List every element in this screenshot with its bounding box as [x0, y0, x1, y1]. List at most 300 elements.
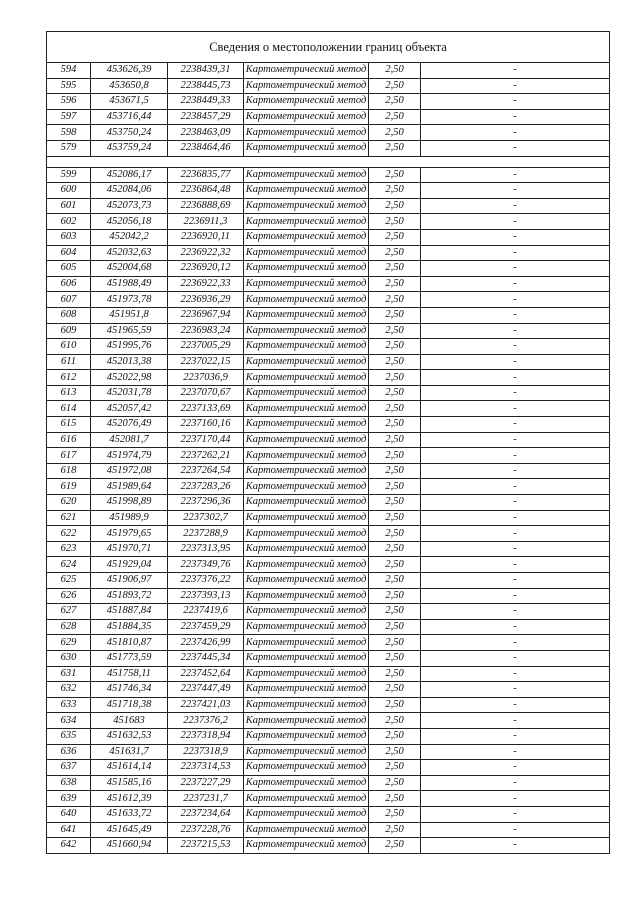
method-cell: Картометрический метод	[244, 682, 369, 698]
y-coordinate-cell: 2237005,29	[168, 339, 244, 355]
accuracy-cell: 2,50	[369, 526, 421, 542]
note-cell: -	[421, 713, 610, 729]
point-number-cell: 638	[47, 775, 91, 791]
table-row	[47, 744, 610, 760]
method-cell: Картометрический метод	[244, 619, 369, 635]
x-coordinate-cell: 451989,64	[91, 479, 168, 495]
table-row	[47, 541, 610, 557]
method-cell: Картометрический метод	[244, 198, 369, 214]
note-cell: -	[421, 510, 610, 526]
point-number-cell: 614	[47, 401, 91, 417]
table-row	[47, 401, 610, 417]
accuracy-cell: 2,50	[369, 635, 421, 651]
point-number-cell: 609	[47, 323, 91, 339]
accuracy-cell: 2,50	[369, 650, 421, 666]
x-coordinate-cell: 451995,76	[91, 339, 168, 355]
point-number-cell: 579	[47, 140, 91, 156]
x-coordinate-cell: 452057,42	[91, 401, 168, 417]
y-coordinate-cell: 2236888,69	[168, 198, 244, 214]
point-number-cell: 623	[47, 541, 91, 557]
point-number-cell: 604	[47, 245, 91, 261]
accuracy-cell: 2,50	[369, 713, 421, 729]
accuracy-cell: 2,50	[369, 822, 421, 838]
y-coordinate-cell: 2238463,09	[168, 125, 244, 141]
table-row	[47, 354, 610, 370]
accuracy-cell: 2,50	[369, 791, 421, 807]
method-cell: Картометрический метод	[244, 463, 369, 479]
method-cell: Картометрический метод	[244, 140, 369, 156]
note-cell: -	[421, 760, 610, 776]
y-coordinate-cell: 2237160,16	[168, 417, 244, 433]
x-coordinate-cell: 451972,08	[91, 463, 168, 479]
x-coordinate-cell: 451718,38	[91, 697, 168, 713]
accuracy-cell: 2,50	[369, 323, 421, 339]
method-cell: Картометрический метод	[244, 666, 369, 682]
x-coordinate-cell: 453671,5	[91, 94, 168, 110]
accuracy-cell: 2,50	[369, 760, 421, 776]
point-number-cell: 596	[47, 94, 91, 110]
x-coordinate-cell: 451645,49	[91, 822, 168, 838]
group-separator-cell	[47, 156, 610, 167]
note-cell: -	[421, 604, 610, 620]
point-number-cell: 624	[47, 557, 91, 573]
y-coordinate-cell: 2238457,29	[168, 109, 244, 125]
x-coordinate-cell: 451887,84	[91, 604, 168, 620]
point-number-cell: 639	[47, 791, 91, 807]
y-coordinate-cell: 2237445,34	[168, 650, 244, 666]
note-cell: -	[421, 354, 610, 370]
y-coordinate-cell: 2237296,36	[168, 495, 244, 511]
x-coordinate-cell: 452073,73	[91, 198, 168, 214]
table-row	[47, 448, 610, 464]
y-coordinate-cell: 2237227,29	[168, 775, 244, 791]
table-title-row	[47, 32, 610, 63]
table-row	[47, 276, 610, 292]
note-cell: -	[421, 822, 610, 838]
table-row	[47, 573, 610, 589]
note-cell: -	[421, 666, 610, 682]
accuracy-cell: 2,50	[369, 604, 421, 620]
point-number-cell: 629	[47, 635, 91, 651]
method-cell: Картометрический метод	[244, 354, 369, 370]
y-coordinate-cell: 2236983,24	[168, 323, 244, 339]
point-number-cell: 640	[47, 806, 91, 822]
table-row	[47, 125, 610, 141]
accuracy-cell: 2,50	[369, 78, 421, 94]
x-coordinate-cell: 451683	[91, 713, 168, 729]
accuracy-cell: 2,50	[369, 619, 421, 635]
accuracy-cell: 2,50	[369, 292, 421, 308]
x-coordinate-cell: 451979,65	[91, 526, 168, 542]
note-cell: -	[421, 744, 610, 760]
accuracy-cell: 2,50	[369, 354, 421, 370]
method-cell: Картометрический метод	[244, 339, 369, 355]
note-cell: -	[421, 276, 610, 292]
note-cell: -	[421, 588, 610, 604]
accuracy-cell: 2,50	[369, 806, 421, 822]
accuracy-cell: 2,50	[369, 94, 421, 110]
point-number-cell: 622	[47, 526, 91, 542]
method-cell: Картометрический метод	[244, 183, 369, 199]
method-cell: Картометрический метод	[244, 63, 369, 79]
method-cell: Картометрический метод	[244, 78, 369, 94]
x-coordinate-cell: 451810,87	[91, 635, 168, 651]
point-number-cell: 626	[47, 588, 91, 604]
method-cell: Картометрический метод	[244, 697, 369, 713]
method-cell: Картометрический метод	[244, 94, 369, 110]
x-coordinate-cell: 452042,2	[91, 229, 168, 245]
y-coordinate-cell: 2237022,15	[168, 354, 244, 370]
table-row	[47, 838, 610, 854]
y-coordinate-cell: 2237133,69	[168, 401, 244, 417]
point-number-cell: 602	[47, 214, 91, 230]
note-cell: -	[421, 245, 610, 261]
method-cell: Картометрический метод	[244, 760, 369, 776]
table-row	[47, 697, 610, 713]
table-row	[47, 63, 610, 79]
y-coordinate-cell: 2237283,26	[168, 479, 244, 495]
table-row	[47, 370, 610, 386]
x-coordinate-cell: 451929,04	[91, 557, 168, 573]
y-coordinate-cell: 2237318,9	[168, 744, 244, 760]
accuracy-cell: 2,50	[369, 479, 421, 495]
table-row	[47, 682, 610, 698]
y-coordinate-cell: 2237070,67	[168, 385, 244, 401]
accuracy-cell: 2,50	[369, 417, 421, 433]
note-cell: -	[421, 541, 610, 557]
y-coordinate-cell: 2237349,76	[168, 557, 244, 573]
accuracy-cell: 2,50	[369, 261, 421, 277]
point-number-cell: 633	[47, 697, 91, 713]
y-coordinate-cell: 2237231,7	[168, 791, 244, 807]
note-cell: -	[421, 682, 610, 698]
accuracy-cell: 2,50	[369, 573, 421, 589]
method-cell: Картометрический метод	[244, 635, 369, 651]
method-cell: Картометрический метод	[244, 292, 369, 308]
x-coordinate-cell: 452032,63	[91, 245, 168, 261]
y-coordinate-cell: 2238445,73	[168, 78, 244, 94]
accuracy-cell: 2,50	[369, 463, 421, 479]
y-coordinate-cell: 2236967,94	[168, 307, 244, 323]
y-coordinate-cell: 2236864,48	[168, 183, 244, 199]
y-coordinate-cell: 2237447,49	[168, 682, 244, 698]
point-number-cell: 599	[47, 167, 91, 183]
method-cell: Картометрический метод	[244, 791, 369, 807]
method-cell: Картометрический метод	[244, 214, 369, 230]
x-coordinate-cell: 451973,78	[91, 292, 168, 308]
method-cell: Картометрический метод	[244, 323, 369, 339]
x-coordinate-cell: 451585,16	[91, 775, 168, 791]
point-number-cell: 610	[47, 339, 91, 355]
method-cell: Картометрический метод	[244, 245, 369, 261]
table-row	[47, 760, 610, 776]
method-cell: Картометрический метод	[244, 307, 369, 323]
y-coordinate-cell: 2237262,21	[168, 448, 244, 464]
table-row	[47, 619, 610, 635]
y-coordinate-cell: 2237264,54	[168, 463, 244, 479]
y-coordinate-cell: 2237288,9	[168, 526, 244, 542]
x-coordinate-cell: 451746,34	[91, 682, 168, 698]
note-cell: -	[421, 697, 610, 713]
method-cell: Картометрический метод	[244, 109, 369, 125]
accuracy-cell: 2,50	[369, 109, 421, 125]
x-coordinate-cell: 451660,94	[91, 838, 168, 854]
x-coordinate-cell: 451998,89	[91, 495, 168, 511]
x-coordinate-cell: 451989,9	[91, 510, 168, 526]
point-number-cell: 606	[47, 276, 91, 292]
method-cell: Картометрический метод	[244, 541, 369, 557]
accuracy-cell: 2,50	[369, 557, 421, 573]
note-cell: -	[421, 229, 610, 245]
x-coordinate-cell: 451631,7	[91, 744, 168, 760]
table-row	[47, 307, 610, 323]
table-row	[47, 432, 610, 448]
table-row	[47, 822, 610, 838]
note-cell: -	[421, 573, 610, 589]
point-number-cell: 627	[47, 604, 91, 620]
accuracy-cell: 2,50	[369, 183, 421, 199]
x-coordinate-cell: 452056,18	[91, 214, 168, 230]
y-coordinate-cell: 2237314,53	[168, 760, 244, 776]
point-number-cell: 634	[47, 713, 91, 729]
method-cell: Картометрический метод	[244, 276, 369, 292]
table-row	[47, 713, 610, 729]
accuracy-cell: 2,50	[369, 198, 421, 214]
y-coordinate-cell: 2238449,33	[168, 94, 244, 110]
x-coordinate-cell: 453759,24	[91, 140, 168, 156]
y-coordinate-cell: 2236922,33	[168, 276, 244, 292]
method-cell: Картометрический метод	[244, 775, 369, 791]
method-cell: Картометрический метод	[244, 806, 369, 822]
accuracy-cell: 2,50	[369, 775, 421, 791]
table-row	[47, 183, 610, 199]
method-cell: Картометрический метод	[244, 479, 369, 495]
table-row	[47, 245, 610, 261]
note-cell: -	[421, 401, 610, 417]
note-cell: -	[421, 183, 610, 199]
x-coordinate-cell: 451633,72	[91, 806, 168, 822]
note-cell: -	[421, 125, 610, 141]
accuracy-cell: 2,50	[369, 140, 421, 156]
point-number-cell: 607	[47, 292, 91, 308]
accuracy-cell: 2,50	[369, 666, 421, 682]
accuracy-cell: 2,50	[369, 276, 421, 292]
point-number-cell: 619	[47, 479, 91, 495]
table-row	[47, 417, 610, 433]
table-row	[47, 635, 610, 651]
y-coordinate-cell: 2237228,76	[168, 822, 244, 838]
point-number-cell: 605	[47, 261, 91, 277]
x-coordinate-cell: 452081,7	[91, 432, 168, 448]
note-cell: -	[421, 448, 610, 464]
y-coordinate-cell: 2237452,64	[168, 666, 244, 682]
table-row	[47, 463, 610, 479]
x-coordinate-cell: 453716,44	[91, 109, 168, 125]
accuracy-cell: 2,50	[369, 744, 421, 760]
accuracy-cell: 2,50	[369, 229, 421, 245]
point-number-cell: 615	[47, 417, 91, 433]
x-coordinate-cell: 452013,38	[91, 354, 168, 370]
y-coordinate-cell: 2237302,7	[168, 510, 244, 526]
group-separator-row	[47, 156, 610, 167]
method-cell: Картометрический метод	[244, 495, 369, 511]
x-coordinate-cell: 452086,17	[91, 167, 168, 183]
table-row	[47, 198, 610, 214]
accuracy-cell: 2,50	[369, 432, 421, 448]
method-cell: Картометрический метод	[244, 385, 369, 401]
y-coordinate-cell: 2237234,64	[168, 806, 244, 822]
y-coordinate-cell: 2237426,99	[168, 635, 244, 651]
accuracy-cell: 2,50	[369, 245, 421, 261]
y-coordinate-cell: 2236911,3	[168, 214, 244, 230]
x-coordinate-cell: 452004,68	[91, 261, 168, 277]
point-number-cell: 617	[47, 448, 91, 464]
accuracy-cell: 2,50	[369, 510, 421, 526]
table-row	[47, 604, 610, 620]
accuracy-cell: 2,50	[369, 697, 421, 713]
accuracy-cell: 2,50	[369, 838, 421, 854]
point-number-cell: 632	[47, 682, 91, 698]
method-cell: Картометрический метод	[244, 588, 369, 604]
x-coordinate-cell: 452076,49	[91, 417, 168, 433]
y-coordinate-cell: 2237421,03	[168, 697, 244, 713]
method-cell: Картометрический метод	[244, 728, 369, 744]
note-cell: -	[421, 728, 610, 744]
table-row	[47, 775, 610, 791]
point-number-cell: 628	[47, 619, 91, 635]
x-coordinate-cell: 451773,59	[91, 650, 168, 666]
point-number-cell: 611	[47, 354, 91, 370]
y-coordinate-cell: 2236922,32	[168, 245, 244, 261]
table-row	[47, 140, 610, 156]
y-coordinate-cell: 2236920,12	[168, 261, 244, 277]
point-number-cell: 620	[47, 495, 91, 511]
table-row	[47, 109, 610, 125]
note-cell: -	[421, 619, 610, 635]
note-cell: -	[421, 261, 610, 277]
accuracy-cell: 2,50	[369, 167, 421, 183]
method-cell: Картометрический метод	[244, 417, 369, 433]
y-coordinate-cell: 2237318,94	[168, 728, 244, 744]
method-cell: Картометрический метод	[244, 604, 369, 620]
method-cell: Картометрический метод	[244, 370, 369, 386]
note-cell: -	[421, 650, 610, 666]
table-row	[47, 806, 610, 822]
method-cell: Картометрический метод	[244, 573, 369, 589]
y-coordinate-cell: 2237419,6	[168, 604, 244, 620]
x-coordinate-cell: 452084,06	[91, 183, 168, 199]
accuracy-cell: 2,50	[369, 682, 421, 698]
method-cell: Картометрический метод	[244, 713, 369, 729]
point-number-cell: 616	[47, 432, 91, 448]
note-cell: -	[421, 140, 610, 156]
x-coordinate-cell: 451884,35	[91, 619, 168, 635]
note-cell: -	[421, 198, 610, 214]
method-cell: Картометрический метод	[244, 167, 369, 183]
accuracy-cell: 2,50	[369, 63, 421, 79]
table-row	[47, 728, 610, 744]
point-number-cell: 635	[47, 728, 91, 744]
x-coordinate-cell: 452022,98	[91, 370, 168, 386]
table-row	[47, 261, 610, 277]
note-cell: -	[421, 292, 610, 308]
method-cell: Картометрический метод	[244, 744, 369, 760]
y-coordinate-cell: 2238439,31	[168, 63, 244, 79]
y-coordinate-cell: 2237215,53	[168, 838, 244, 854]
table-row	[47, 229, 610, 245]
point-number-cell: 600	[47, 183, 91, 199]
x-coordinate-cell: 451988,49	[91, 276, 168, 292]
table-row	[47, 650, 610, 666]
method-cell: Картометрический метод	[244, 229, 369, 245]
x-coordinate-cell: 453626,39	[91, 63, 168, 79]
table-row	[47, 510, 610, 526]
note-cell: -	[421, 557, 610, 573]
x-coordinate-cell: 451970,71	[91, 541, 168, 557]
table-row	[47, 339, 610, 355]
note-cell: -	[421, 307, 610, 323]
accuracy-cell: 2,50	[369, 728, 421, 744]
note-cell: -	[421, 432, 610, 448]
accuracy-cell: 2,50	[369, 125, 421, 141]
accuracy-cell: 2,50	[369, 370, 421, 386]
point-number-cell: 641	[47, 822, 91, 838]
accuracy-cell: 2,50	[369, 588, 421, 604]
note-cell: -	[421, 370, 610, 386]
table-row	[47, 292, 610, 308]
note-cell: -	[421, 339, 610, 355]
point-number-cell: 637	[47, 760, 91, 776]
point-number-cell: 612	[47, 370, 91, 386]
note-cell: -	[421, 109, 610, 125]
x-coordinate-cell: 451906,97	[91, 573, 168, 589]
y-coordinate-cell: 2237393,13	[168, 588, 244, 604]
accuracy-cell: 2,50	[369, 339, 421, 355]
x-coordinate-cell: 451612,39	[91, 791, 168, 807]
table-row	[47, 214, 610, 230]
x-coordinate-cell: 452031,78	[91, 385, 168, 401]
x-coordinate-cell: 451965,59	[91, 323, 168, 339]
accuracy-cell: 2,50	[369, 448, 421, 464]
y-coordinate-cell: 2238464,46	[168, 140, 244, 156]
y-coordinate-cell: 2237376,2	[168, 713, 244, 729]
table-row	[47, 94, 610, 110]
point-number-cell: 621	[47, 510, 91, 526]
point-number-cell: 618	[47, 463, 91, 479]
note-cell: -	[421, 526, 610, 542]
accuracy-cell: 2,50	[369, 307, 421, 323]
note-cell: -	[421, 63, 610, 79]
method-cell: Картометрический метод	[244, 526, 369, 542]
table-row	[47, 479, 610, 495]
point-number-cell: 631	[47, 666, 91, 682]
method-cell: Картометрический метод	[244, 401, 369, 417]
x-coordinate-cell: 451632,53	[91, 728, 168, 744]
method-cell: Картометрический метод	[244, 510, 369, 526]
note-cell: -	[421, 167, 610, 183]
point-number-cell: 597	[47, 109, 91, 125]
method-cell: Картометрический метод	[244, 822, 369, 838]
table-row	[47, 167, 610, 183]
note-cell: -	[421, 806, 610, 822]
y-coordinate-cell: 2236936,29	[168, 292, 244, 308]
table-row	[47, 526, 610, 542]
point-number-cell: 601	[47, 198, 91, 214]
point-number-cell: 630	[47, 650, 91, 666]
accuracy-cell: 2,50	[369, 401, 421, 417]
note-cell: -	[421, 78, 610, 94]
accuracy-cell: 2,50	[369, 541, 421, 557]
